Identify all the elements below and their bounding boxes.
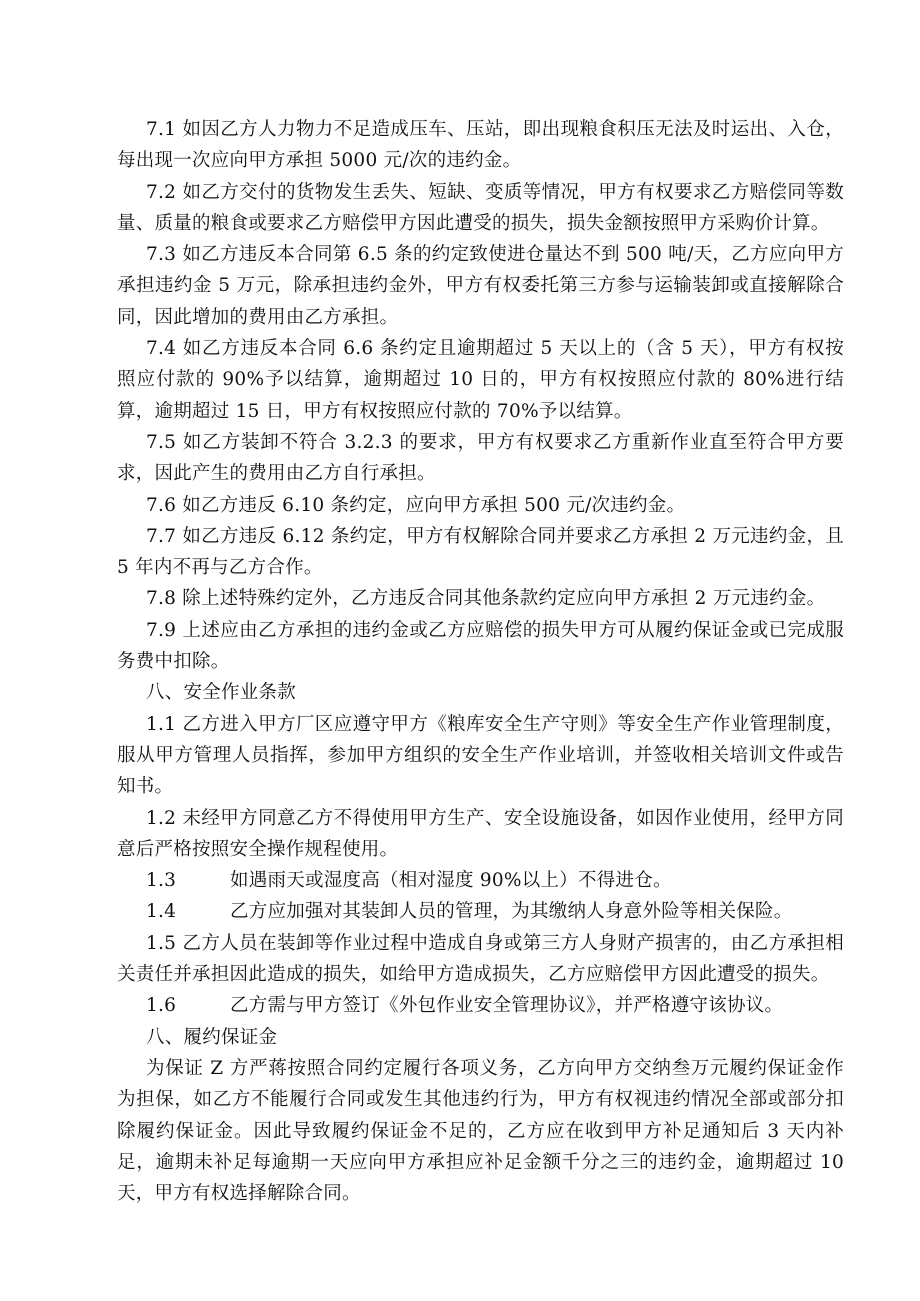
safety-clause-1-4 bbox=[117, 896, 844, 927]
safety-clause-1-1: 1.1 乙方进入甲方厂区应遵守甲方《粮库安全生产守则》等安全生产作业管理制度，服从甲方管理人员指挥，参加甲方组织的安全生产作业培训，并签收相关培训文件或告知书。 bbox=[117, 713, 844, 798]
clause-text: 如遇雨天或湿度高（相对湿度 90%以上）不得进仓。 bbox=[230, 870, 672, 892]
clause-7-6: 7.6 如乙方违反 6.10 条约定，应向甲方承担 500 元/次违约金。 bbox=[146, 494, 686, 516]
clause-number: 1.3 bbox=[146, 870, 177, 892]
clause-text: 乙方需与甲方签订《外包作业安全管理协议》，并严格遵守该协议。 bbox=[230, 995, 784, 1017]
clause-7-8: 7.8 除上述特殊约定外，乙方违反合同其他条款约定应向甲方承担 2 万元违约金。 bbox=[146, 588, 826, 610]
deposit-section-heading: 八、履约保证金 bbox=[146, 1026, 278, 1048]
clause-number: 1.6 bbox=[146, 995, 177, 1017]
clause-7-4: 7.4 如乙方违反本合同 6.6 条约定且逾期超过 5 天以上的（含 5 天），甲方有权按照应付款的 90%予以结算，逾期超过 10 日的，甲方有权按照应付款的 80%进行结算，逾期超过 15 日，甲方有权按照应付款的 70%予以结算。 bbox=[117, 338, 844, 422]
deposit-clause-text: 为保证 Z 方严蒋按照合同约定履行各项义务，乙方向甲方交纳叁万元履约保证金作为担保，如乙方不能履行合同或发生其他违约行为，甲方有权视违约情况全部或部分扣除履约保证金。因此导致履约保证金不足的，乙方应在收到甲方补足通知后 3 天内补足，逾期未补足每逾期一天应向甲方承担应补足金额千分之三的违约金，逾期超过 10 天，甲方有权选择解除合同。 bbox=[117, 1057, 844, 1205]
safety-clause-1-5: 1.5 乙方人员在装卸等作业过程中造成自身或第三方人身财产损害的，由乙方承担相关责任并承担因此造成的损失，如给甲方造成损失，乙方应赔偿甲方因此遭受的损失。 bbox=[117, 932, 844, 986]
clause-7-3: 7.3 如乙方违反本合同第 6.5 条的约定致使进仓量达不到 500 吨/天，乙方应向甲方承担违约金 5 万元，除承担违约金外，甲方有权委托第三方参与运输装卸或直接解除合同，因此增加的费用由乙方承担。 bbox=[117, 244, 844, 328]
clause-7-2: 7.2 如乙方交付的货物发生丢失、短缺、变质等情况，甲方有权要求乙方赔偿同等数量、质量的粮食或要求乙方赔偿甲方因此遭受的损失，损失金额按照甲方采购价计算。 bbox=[117, 181, 844, 234]
clause-number: 1.4 bbox=[146, 901, 177, 923]
safety-section-heading: 八、安全作业条款 bbox=[146, 682, 297, 704]
safety-clause-1-6 bbox=[117, 990, 844, 1021]
clause-7-9: 7.9 上述应由乙方承担的违约金或乙方应赔偿的损失甲方可从履约保证金或已完成服务费中扣除。 bbox=[117, 619, 844, 673]
clause-7-5: 7.5 如乙方装卸不符合 3.2.3 的要求，甲方有权要求乙方重新作业直至符合甲方要求，因此产生的费用由乙方自行承担。 bbox=[117, 431, 844, 485]
clause-text: 乙方应加强对其装卸人员的管理，为其缴纳人身意外险等相关保险。 bbox=[230, 901, 793, 923]
safety-clause-1-2: 1.2 未经甲方同意乙方不得使用甲方生产、安全设施设备，如因作业使用，经甲方同意后严格按照安全操作规程使用。 bbox=[117, 807, 844, 860]
safety-clause-1-3 bbox=[117, 865, 844, 896]
contract-text-body bbox=[117, 114, 844, 1209]
clause-7-1: 7.1 如因乙方人力物力不足造成压车、压站，即出现粮食积压无法及时运出、入仓，每出现一次应向甲方承担 5000 元/次的违约金。 bbox=[117, 119, 844, 172]
clause-7-7: 7.7 如乙方违反 6.12 条约定，甲方有权解除合同并要求乙方承担 2 万元违约金，且 5 年内不再与乙方合作。 bbox=[117, 525, 844, 579]
